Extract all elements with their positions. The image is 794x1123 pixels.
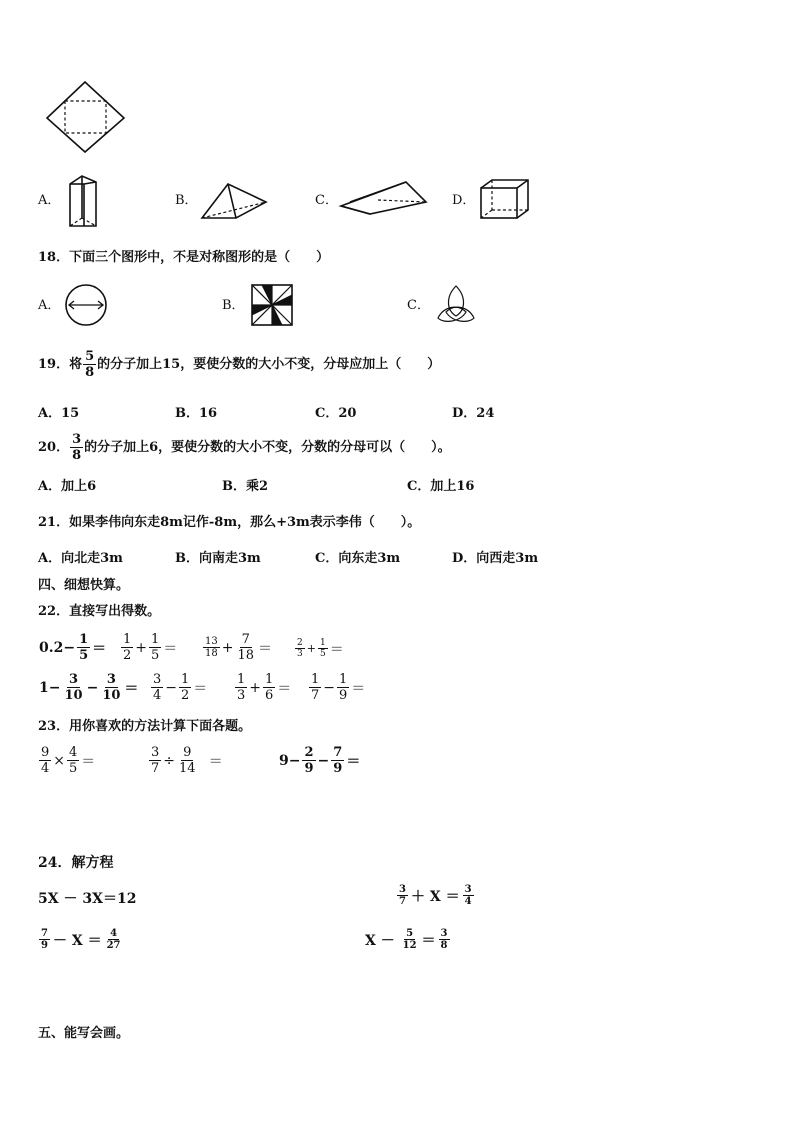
q22-e3-op: + xyxy=(221,639,234,656)
q24-eq2-f2-num: 3 xyxy=(464,884,472,895)
q17-option-d-letter: D． xyxy=(452,193,476,208)
q23-e1-f2-den: 5 xyxy=(69,761,78,776)
q23-e1-equals: ＝ xyxy=(81,753,96,770)
q22-e5-f2-den: 10 xyxy=(102,688,121,703)
q23-e3-op: − xyxy=(317,752,330,769)
q23-question: 23．用你喜欢的方法计算下面各题。 xyxy=(38,719,252,734)
q22-e4-op: + xyxy=(306,642,316,655)
q22-e5-f1-den: 10 xyxy=(64,688,83,703)
q23-e3-lead: 9− xyxy=(279,752,301,769)
q24-eq4-mid: ＝ xyxy=(421,932,436,949)
q24-eq4-f1-den: 12 xyxy=(402,940,417,951)
q24-equation-2 xyxy=(396,884,475,907)
q22-e4-f1-num: 2 xyxy=(297,638,303,648)
q23-e3-equals: ＝ xyxy=(346,753,361,770)
q24-question: 24．解方程 xyxy=(38,855,114,871)
q22-e4-f2-den: 5 xyxy=(319,649,326,659)
q17-option-c-letter: C． xyxy=(315,193,338,208)
q22-e7-f2-num: 1 xyxy=(265,672,274,687)
q22-e8-equals: ＝ xyxy=(351,680,366,697)
q24-eq4-lead: X － xyxy=(365,932,400,949)
q22-e4-f1-den: 3 xyxy=(297,649,303,659)
q22-e6-f2-den: 2 xyxy=(181,688,190,703)
q22-e2-f2-den: 5 xyxy=(151,648,160,663)
q23-expression-1 xyxy=(38,745,96,776)
q22-e1-f1-den: 5 xyxy=(79,648,89,663)
cube-icon xyxy=(478,178,532,222)
q22-e8-f2-num: 1 xyxy=(339,672,348,687)
triangular-prism-icon xyxy=(64,172,104,230)
q20-question xyxy=(38,432,451,463)
circle-arrow-icon xyxy=(62,282,112,328)
q23-e2-equals: ＝ xyxy=(208,753,223,770)
q22-e5-lead: 1− xyxy=(39,679,61,696)
q21-option-a[interactable]: A．向北走3m xyxy=(38,551,123,566)
q24-equation-4 xyxy=(365,928,451,951)
q22-e5-f1-num: 3 xyxy=(69,672,79,687)
q24-eq2-f1-num: 3 xyxy=(399,884,406,895)
q22-e2-equals: ＝ xyxy=(163,640,178,657)
q19-option-a[interactable]: A．15 xyxy=(38,406,80,421)
section-4-heading: 四、细想快算。 xyxy=(38,578,130,593)
q20-fraction-denominator: 8 xyxy=(72,448,82,463)
q23-expression-3 xyxy=(278,745,361,776)
q23-e3-f2-den: 9 xyxy=(333,761,343,776)
q21-option-c[interactable]: C．向东走3m xyxy=(315,551,401,566)
q22-e5-f2-num: 3 xyxy=(106,672,116,687)
q22-expression-5 xyxy=(38,672,139,703)
q22-e3-f1-num: 13 xyxy=(205,636,218,647)
q22-e2-op: + xyxy=(135,639,148,656)
q21-option-b[interactable]: B．向南走3m xyxy=(175,551,261,566)
q22-e7-f1-den: 3 xyxy=(237,688,246,703)
q24-eq4-f1-num: 5 xyxy=(406,928,414,939)
q23-e1-op: × xyxy=(53,752,66,769)
q22-e2-f2-num: 1 xyxy=(151,632,160,647)
q22-expression-4 xyxy=(294,638,345,659)
q22-e6-op: − xyxy=(165,679,178,696)
q19-fraction xyxy=(83,349,96,380)
q23-e2-f1-den: 7 xyxy=(151,761,160,776)
q22-e8-f1-num: 1 xyxy=(311,672,320,687)
q22-e8-f1-den: 7 xyxy=(311,688,320,703)
q18-option-b-letter: B． xyxy=(222,298,245,313)
q22-e6-f1-num: 3 xyxy=(153,672,162,687)
q24-eq3-f1-num: 7 xyxy=(41,928,48,939)
q20-suffix: 的分子加上6，要使分数的大小不变，分数的分母可以（ ）。 xyxy=(84,439,451,455)
q22-e4-equals: ＝ xyxy=(329,641,344,658)
q22-question: 22．直接写出得数。 xyxy=(38,604,161,619)
q22-e8-op: − xyxy=(323,679,336,696)
q22-e6-equals: ＝ xyxy=(193,680,208,697)
pinwheel-icon xyxy=(250,283,296,327)
q19-option-b[interactable]: B．16 xyxy=(175,406,218,421)
net-diagram xyxy=(40,80,130,155)
q22-e1-f1-num: 1 xyxy=(79,632,89,647)
q22-e1-lead: 0.2− xyxy=(39,639,76,656)
q22-e6-f1-den: 4 xyxy=(153,688,162,703)
q23-e3-f1-num: 2 xyxy=(304,745,314,760)
q19-fraction-numerator: 5 xyxy=(85,349,95,364)
q22-e6-f2-num: 1 xyxy=(181,672,190,687)
q17-option-a-letter: A． xyxy=(38,193,61,208)
q23-e2-f1-num: 3 xyxy=(151,745,160,760)
q24-eq2-f2-den: 4 xyxy=(464,896,472,907)
q19-option-d[interactable]: D．24 xyxy=(452,406,495,421)
lying-prism-icon xyxy=(338,180,430,216)
q21-option-d[interactable]: D．向西走3m xyxy=(452,551,539,566)
q24-eq3-f2-num: 4 xyxy=(110,928,118,939)
q17-option-b[interactable] xyxy=(175,192,198,210)
q20-prefix: 20． xyxy=(38,439,70,455)
q22-e5-op: − xyxy=(86,679,99,696)
q17-option-a[interactable] xyxy=(38,192,60,210)
q17-option-d[interactable] xyxy=(452,192,475,210)
q20-fraction xyxy=(70,432,83,463)
q18-option-a[interactable] xyxy=(38,297,60,315)
triangular-pyramid-icon xyxy=(198,180,270,222)
q22-expression-1 xyxy=(38,632,107,663)
q22-e7-f2-den: 6 xyxy=(265,688,274,703)
q22-e7-equals: ＝ xyxy=(277,680,292,697)
section-5-heading: 五、能写会画。 xyxy=(38,1026,130,1041)
q24-eq2-f1-den: 7 xyxy=(399,896,406,907)
q22-e1-equals: ＝ xyxy=(92,640,107,657)
q19-question xyxy=(38,349,440,380)
q22-e4-f2-num: 1 xyxy=(319,638,326,648)
q21-question: 21．如果李伟向东走8m记作-8m，那么+3m表示李伟（ ）。 xyxy=(38,515,421,530)
q24-eq3-f1-den: 9 xyxy=(41,940,48,951)
q22-expression-7 xyxy=(234,672,292,703)
q22-e8-f2-den: 9 xyxy=(339,688,348,703)
q23-e2-f2-num: 9 xyxy=(183,745,192,760)
q23-e1-f1-den: 4 xyxy=(41,761,50,776)
q22-expression-2 xyxy=(120,632,178,663)
q23-e3-f1-den: 9 xyxy=(304,761,314,776)
q24-eq3-mid: － X ＝ xyxy=(52,932,102,949)
q22-e5-equals: ＝ xyxy=(124,680,139,697)
q20-option-a[interactable]: A．加上6 xyxy=(38,479,97,494)
q18-question: 18．下面三个图形中，不是对称图形的是（ ） xyxy=(38,250,330,265)
q23-e3-f2-num: 7 xyxy=(333,745,343,760)
q18-option-c[interactable] xyxy=(407,297,430,315)
q24-eq3-f2-den: 27 xyxy=(106,940,121,951)
trefoil-icon xyxy=(432,282,480,328)
q20-fraction-numerator: 3 xyxy=(72,432,82,447)
q22-e3-f2-den: 18 xyxy=(237,648,255,663)
q24-eq4-f2-num: 3 xyxy=(440,928,448,939)
q24-eq2-mid: ＋ X ＝ xyxy=(410,888,460,905)
q17-option-c[interactable] xyxy=(315,192,338,210)
q22-e3-f1-den: 18 xyxy=(205,648,218,659)
q18-option-c-letter: C． xyxy=(407,298,430,313)
q19-suffix: 的分子加上15，要使分数的大小不变，分母应加上（ ） xyxy=(97,356,441,372)
q22-e3-f2-num: 7 xyxy=(241,632,250,647)
q24-equation-3 xyxy=(38,928,124,951)
q22-e2-f1-den: 2 xyxy=(123,648,132,663)
q20-option-b[interactable]: B．乘2 xyxy=(222,479,269,494)
q22-e2-f1-num: 1 xyxy=(123,632,132,647)
q18-option-b[interactable] xyxy=(222,297,245,315)
q22-expression-8 xyxy=(308,672,366,703)
q23-e2-f2-den: 14 xyxy=(179,761,196,776)
q22-e7-op: + xyxy=(249,679,262,696)
q22-expression-6 xyxy=(150,672,208,703)
q18-option-a-letter: A． xyxy=(38,298,61,313)
q24-eq4-f2-den: 8 xyxy=(440,940,448,951)
q24-equation-1: 5X － 3X＝12 xyxy=(38,891,137,907)
q22-e7-f1-num: 1 xyxy=(237,672,246,687)
q23-e2-op: ÷ xyxy=(163,752,176,769)
q19-prefix: 19．将 xyxy=(38,356,83,372)
q22-expression-3 xyxy=(202,632,273,663)
q19-option-c[interactable]: C．20 xyxy=(315,406,357,421)
q23-e1-f1-num: 9 xyxy=(41,745,50,760)
q22-e3-equals: ＝ xyxy=(258,640,273,657)
q23-expression-2 xyxy=(148,745,224,776)
q23-e1-f2-num: 4 xyxy=(69,745,78,760)
q17-option-b-letter: B． xyxy=(175,193,198,208)
q19-fraction-denominator: 8 xyxy=(85,365,95,380)
q20-option-c[interactable]: C．加上16 xyxy=(407,479,475,494)
